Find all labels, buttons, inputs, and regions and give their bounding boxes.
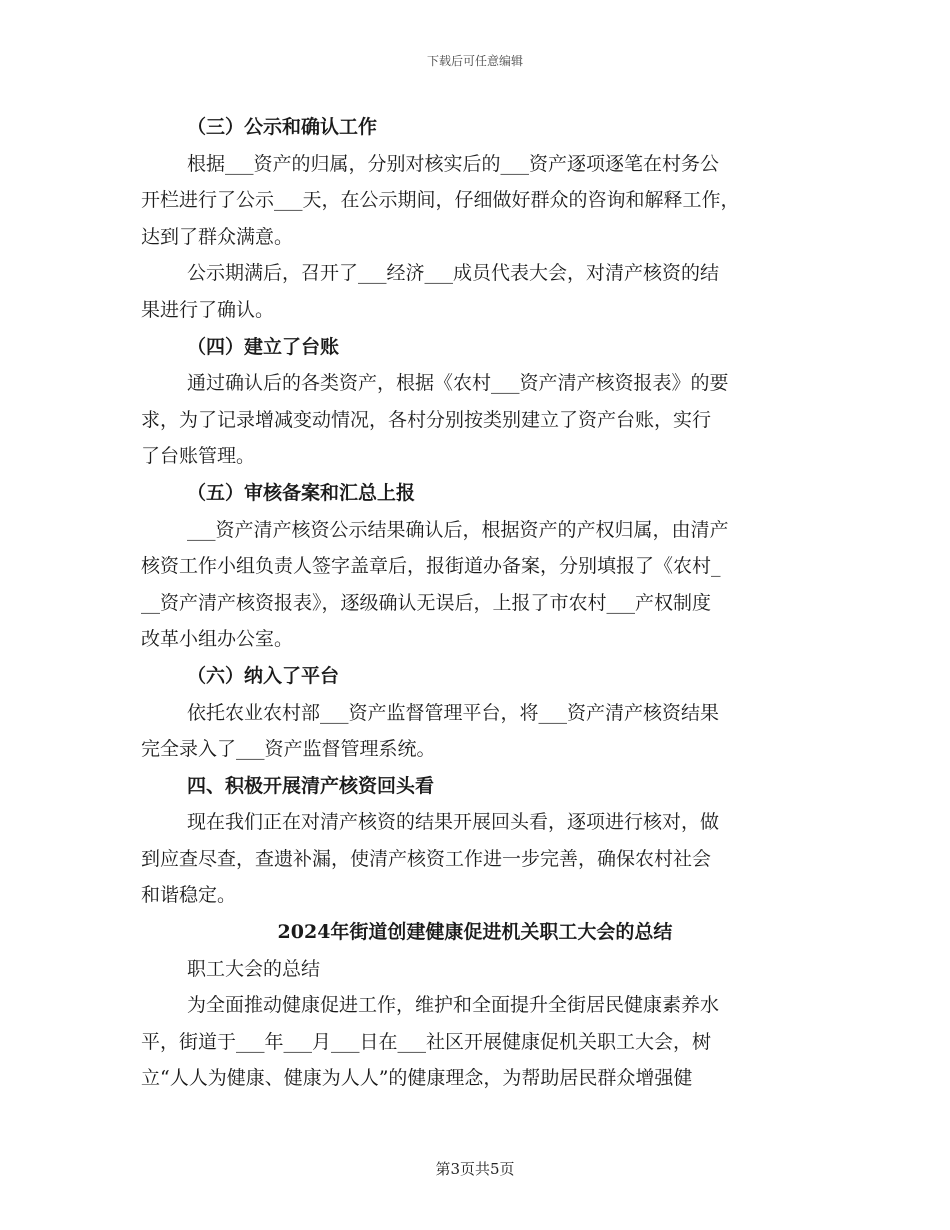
paragraph-line: 立“人人为健康、健康为人人”的健康理念，为帮助居民群众增强健: [141, 1067, 693, 1090]
paragraph-line: （三）公示和确认工作: [187, 116, 378, 138]
paragraph-line: 公示期满后，召开了___经济___成员代表大会，对清产核资的结: [187, 262, 720, 285]
paragraph-line: 求，为了记录增减变动情况，各村分别按类别建立了资产台账，实行: [141, 408, 712, 431]
paragraph-line: 完全录入了___资产监督管理系统。: [141, 738, 436, 761]
paragraph-line: 平，街道于___年___月___日在___社区开展健康促机关职工大会，树: [141, 1030, 712, 1053]
paragraph-line: 依托农业农村部___资产监督管理平台，将___资产清产核资结果: [187, 701, 720, 724]
paragraph-line: 为全面推动健康促进工作，维护和全面提升全街居民健康素养水: [187, 994, 720, 1017]
paragraph-line: 达到了群众满意。: [141, 225, 294, 248]
paragraph-line: 四、积极开展清产核资回头看: [187, 774, 435, 797]
paragraph-line: __资产清产核资报表》，逐级确认无误后，上报了市农村___产权制度: [141, 591, 712, 614]
paragraph-line: 通过确认后的各类资产，根据《农村___资产清产核资报表》的要: [187, 372, 729, 395]
paragraph-line: 根据___资产的归属，分别对核实后的___资产逐项逐笔在村务公: [187, 152, 720, 175]
document-body: [141, 110, 809, 1098]
paragraph-line: （四）建立了台账: [187, 335, 340, 358]
page-header: 下载后可任意编辑: [426, 54, 523, 68]
paragraph-line: 了台账管理。: [141, 445, 256, 468]
page-footer: 第3页共5页: [435, 1160, 515, 1178]
paragraph-line: 和谐稳定。: [141, 884, 237, 907]
paragraph-line: 核资工作小组负责人签字盖章后，报街道办备案，分别填报了《农村_: [141, 555, 721, 578]
paragraph-line: ___资产清产核资公示结果确认后，根据资产的产权归属，由清产: [187, 518, 729, 541]
paragraph-line: 改革小组办公室。: [141, 628, 294, 651]
paragraph-line: （五）审核备案和汇总上报: [187, 481, 416, 504]
paragraph-line: 到应查尽查，查遗补漏，使清产核资工作进一步完善，确保农村社会: [141, 847, 712, 870]
paragraph-line: 现在我们正在对清产核资的结果开展回头看，逐项进行核对，做: [187, 811, 720, 834]
paragraph-line: 开栏进行了公示___天，在公示期间，仔细做好群众的咨询和解释工作，: [141, 189, 740, 212]
section-title: 2024年街道创建健康促进机关职工大会的总结: [277, 921, 673, 944]
paragraph-line: 职工大会的总结: [187, 957, 321, 980]
paragraph-line: 果进行了确认。: [141, 298, 275, 321]
paragraph-line: （六）纳入了平台: [187, 664, 340, 687]
